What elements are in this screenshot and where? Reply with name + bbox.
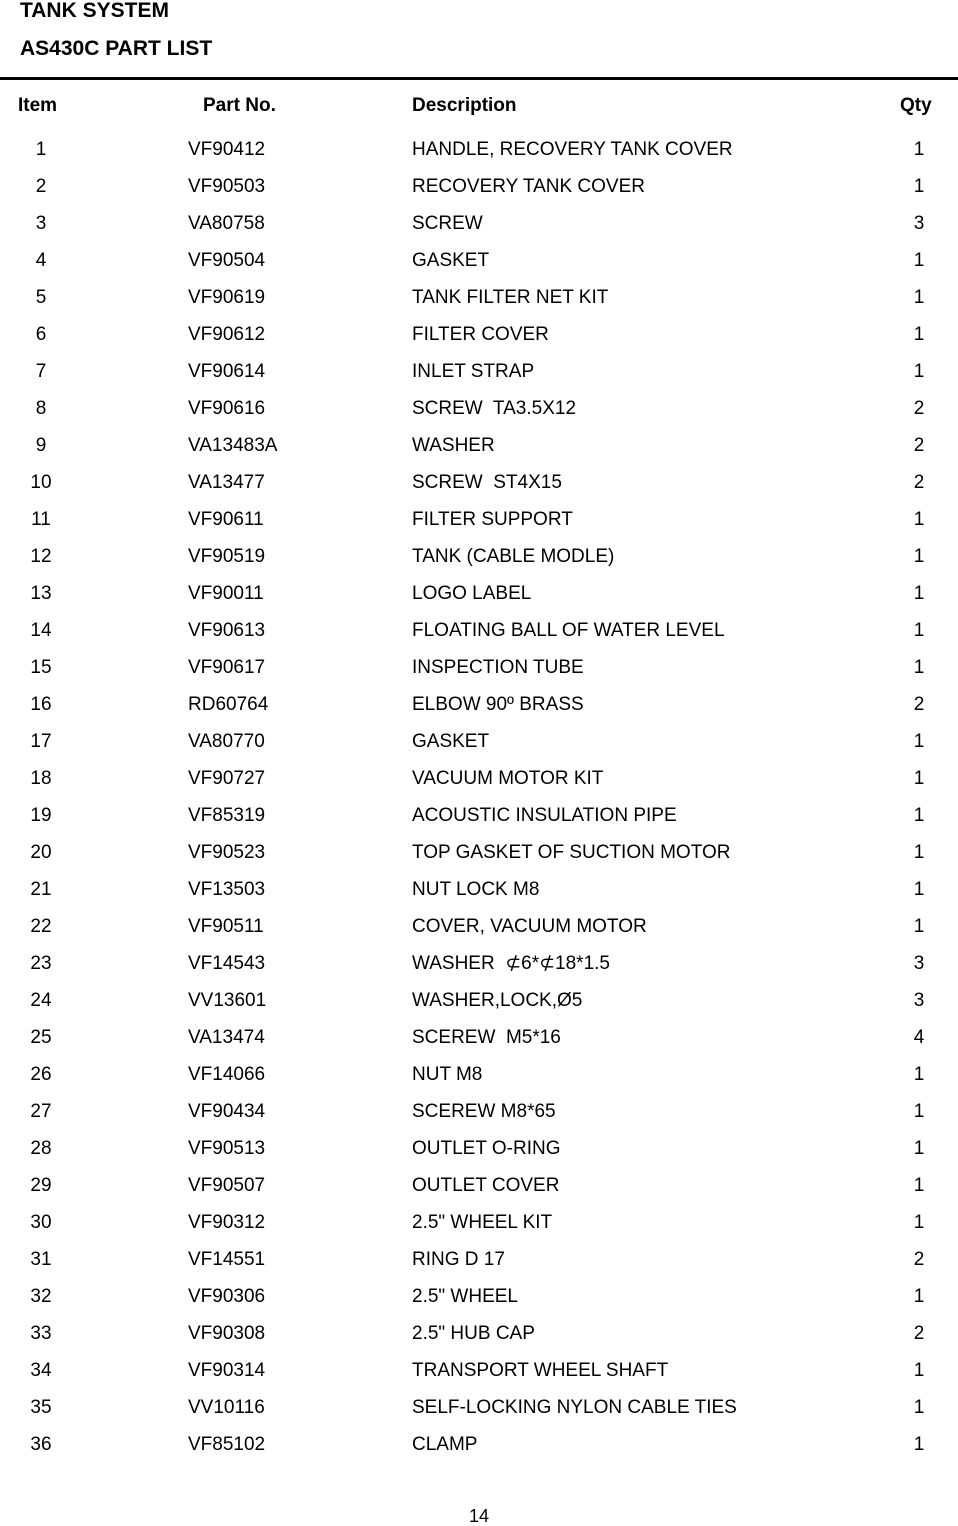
- item-number: 8: [35, 398, 47, 419]
- table-row: [0, 878, 958, 915]
- part-description: RECOVERY TANK COVER: [412, 176, 645, 197]
- part-description: SELF-LOCKING NYLON CABLE TIES: [412, 1397, 737, 1418]
- table-row: [0, 1359, 958, 1396]
- table-row: [0, 1026, 958, 1063]
- part-description: CLAMP: [412, 1434, 478, 1455]
- part-number: VF13503: [188, 879, 266, 900]
- part-number: VF90523: [188, 842, 266, 863]
- part-number: VF90513: [188, 1138, 266, 1159]
- quantity: 2: [913, 435, 925, 456]
- item-number: 10: [30, 472, 52, 493]
- item-number: 34: [30, 1360, 52, 1381]
- part-description: WASHER ⊄6*⊄18*1.5: [412, 953, 610, 974]
- item-number: 35: [30, 1397, 52, 1418]
- part-number: VF90308: [188, 1323, 266, 1344]
- part-description: LOGO LABEL: [412, 583, 532, 604]
- quantity: 2: [913, 1323, 925, 1344]
- table-row: [0, 656, 958, 693]
- header-divider: [0, 77, 958, 80]
- part-number: VV10116: [188, 1397, 265, 1418]
- part-number: VV13601: [188, 990, 267, 1011]
- part-number: VF90507: [188, 1175, 266, 1196]
- section-title: TANK SYSTEM: [20, 0, 169, 22]
- table-row: [0, 693, 958, 730]
- part-number: VF90306: [188, 1286, 266, 1307]
- item-number: 36: [30, 1434, 52, 1455]
- item-number: 9: [35, 435, 47, 456]
- part-description: INLET STRAP: [412, 361, 535, 382]
- item-number: 21: [30, 879, 52, 900]
- quantity: 2: [913, 398, 925, 419]
- part-description: FILTER COVER: [412, 324, 549, 345]
- part-number: VA13474: [188, 1027, 265, 1048]
- table-row: [0, 1211, 958, 1248]
- part-description: TANK FILTER NET KIT: [412, 287, 609, 308]
- table-row: [0, 471, 958, 508]
- quantity: 1: [913, 546, 925, 567]
- table-row: [0, 989, 958, 1026]
- item-number: 2: [35, 176, 47, 197]
- table-row: [0, 1100, 958, 1137]
- part-description: HANDLE, RECOVERY TANK COVER: [412, 139, 733, 160]
- item-number: 14: [30, 620, 52, 641]
- part-description: FLOATING BALL OF WATER LEVEL: [412, 620, 725, 641]
- part-number: VA80758: [188, 213, 265, 234]
- part-description: FILTER SUPPORT: [412, 509, 573, 530]
- quantity: 1: [913, 731, 925, 752]
- part-description: RING D 17: [412, 1249, 505, 1270]
- table-row: [0, 249, 958, 286]
- part-description: VACUUM MOTOR KIT: [412, 768, 604, 789]
- quantity: 3: [913, 990, 925, 1011]
- quantity: 1: [913, 1286, 925, 1307]
- table-row: [0, 1396, 958, 1433]
- item-number: 15: [30, 657, 52, 678]
- part-description: ELBOW 90º BRASS: [412, 694, 584, 715]
- column-header-part-no: Part No.: [203, 95, 276, 116]
- item-number: 33: [30, 1323, 52, 1344]
- table-row: [0, 212, 958, 249]
- quantity: 1: [913, 1360, 925, 1381]
- item-number: 30: [30, 1212, 52, 1233]
- part-description: TOP GASKET OF SUCTION MOTOR: [412, 842, 731, 863]
- quantity: 1: [913, 805, 925, 826]
- quantity: 1: [913, 657, 925, 678]
- quantity: 1: [913, 324, 925, 345]
- item-number: 32: [30, 1286, 52, 1307]
- part-description: OUTLET O-RING: [412, 1138, 561, 1159]
- quantity: 3: [913, 213, 925, 234]
- quantity: 1: [913, 509, 925, 530]
- item-number: 31: [30, 1249, 52, 1270]
- part-number: VF90011: [188, 583, 264, 604]
- page-title: AS430C PART LIST: [20, 37, 213, 60]
- item-number: 1: [35, 139, 47, 160]
- table-row: [0, 545, 958, 582]
- table-row: [0, 360, 958, 397]
- quantity: 1: [913, 1175, 925, 1196]
- quantity: 1: [913, 620, 925, 641]
- quantity: 2: [913, 472, 925, 493]
- part-description: NUT M8: [412, 1064, 483, 1085]
- table-row: [0, 323, 958, 360]
- quantity: 1: [913, 176, 925, 197]
- part-description: 2.5" WHEEL KIT: [412, 1212, 553, 1233]
- table-row: [0, 286, 958, 323]
- table-row: [0, 1174, 958, 1211]
- part-number: VF90412: [188, 139, 266, 160]
- item-number: 28: [30, 1138, 52, 1159]
- table-row: [0, 804, 958, 841]
- table-row: [0, 1285, 958, 1322]
- table-row: [0, 767, 958, 804]
- part-description: COVER, VACUUM MOTOR: [412, 916, 647, 937]
- part-description: SCREW: [412, 213, 483, 234]
- item-number: 5: [35, 287, 47, 308]
- item-number: 22: [30, 916, 52, 937]
- part-description: 2.5" WHEEL: [412, 1286, 519, 1307]
- column-header-description: Description: [412, 95, 517, 116]
- column-header-item: Item: [18, 95, 58, 116]
- table-row: [0, 582, 958, 619]
- item-number: 23: [30, 953, 52, 974]
- part-number: VF90314: [188, 1360, 266, 1381]
- quantity: 1: [913, 287, 925, 308]
- table-row: [0, 138, 958, 175]
- part-number: VF90611: [188, 509, 264, 530]
- part-number: VA13477: [188, 472, 265, 493]
- table-row: [0, 952, 958, 989]
- item-number: 12: [30, 546, 52, 567]
- table-row: [0, 1137, 958, 1174]
- part-number: VF90504: [188, 250, 266, 271]
- part-description: TRANSPORT WHEEL SHAFT: [412, 1360, 669, 1381]
- table-row: [0, 508, 958, 545]
- part-number: VF90519: [188, 546, 266, 567]
- quantity: 1: [913, 1397, 925, 1418]
- part-number: VF90511: [188, 916, 264, 937]
- quantity: 1: [913, 361, 925, 382]
- quantity: 1: [913, 1101, 925, 1122]
- item-number: 3: [35, 213, 47, 234]
- quantity: 1: [913, 1434, 925, 1455]
- part-number: VF90614: [188, 361, 266, 382]
- item-number: 11: [31, 509, 51, 530]
- part-description: OUTLET COVER: [412, 1175, 560, 1196]
- part-description: NUT LOCK M8: [412, 879, 540, 900]
- item-number: 16: [30, 694, 52, 715]
- part-description: WASHER,LOCK,Ø5: [412, 990, 583, 1011]
- part-number: VF90503: [188, 176, 266, 197]
- part-number: VF90434: [188, 1101, 266, 1122]
- item-number: 6: [35, 324, 47, 345]
- part-number: VF14066: [188, 1064, 266, 1085]
- item-number: 18: [30, 768, 52, 789]
- page-number: 14: [468, 1506, 490, 1526]
- quantity: 1: [913, 879, 925, 900]
- part-number: VF90613: [188, 620, 266, 641]
- part-description: SCREW ST4X15: [412, 472, 562, 493]
- part-number: VF14543: [188, 953, 266, 974]
- quantity: 1: [913, 583, 925, 604]
- part-description: ACOUSTIC INSULATION PIPE: [412, 805, 677, 826]
- table-row: [0, 434, 958, 471]
- part-description: GASKET: [412, 731, 490, 752]
- quantity: 2: [913, 694, 925, 715]
- table-row: [0, 1063, 958, 1100]
- item-number: 27: [30, 1101, 52, 1122]
- part-number: VA80770: [188, 731, 265, 752]
- part-number: VF85319: [188, 805, 266, 826]
- part-number: VA13483A: [188, 435, 278, 456]
- table-row: [0, 1322, 958, 1359]
- part-number: VF90312: [188, 1212, 266, 1233]
- quantity: 1: [913, 139, 925, 160]
- quantity: 1: [913, 768, 925, 789]
- quantity: 1: [913, 916, 925, 937]
- part-number: VF90727: [188, 768, 266, 789]
- part-description: GASKET: [412, 250, 490, 271]
- quantity: 2: [913, 1249, 925, 1270]
- item-number: 24: [30, 990, 52, 1011]
- item-number: 29: [30, 1175, 52, 1196]
- table-row: [0, 175, 958, 212]
- part-number: VF85102: [188, 1434, 266, 1455]
- part-description: SCEREW M8*65: [412, 1101, 556, 1122]
- part-number: VF14551: [188, 1249, 266, 1270]
- part-description: TANK (CABLE MODLE): [412, 546, 615, 567]
- part-description: INSPECTION TUBE: [412, 657, 584, 678]
- table-row: [0, 397, 958, 434]
- quantity: 1: [913, 1212, 925, 1233]
- part-number: RD60764: [188, 694, 269, 715]
- part-number: VF90612: [188, 324, 266, 345]
- part-number: VF90619: [188, 287, 266, 308]
- item-number: 25: [30, 1027, 52, 1048]
- quantity: 1: [913, 250, 925, 271]
- item-number: 26: [30, 1064, 52, 1085]
- quantity: 4: [913, 1027, 925, 1048]
- table-row: [0, 1433, 958, 1470]
- part-number: VF90617: [188, 657, 266, 678]
- part-number: VF90616: [188, 398, 266, 419]
- part-description: SCEREW M5*16: [412, 1027, 561, 1048]
- part-description: WASHER: [412, 435, 495, 456]
- item-number: 7: [35, 361, 47, 382]
- column-header-qty: Qty: [900, 95, 932, 116]
- quantity: 1: [913, 1064, 925, 1085]
- table-row: [0, 730, 958, 767]
- table-row: [0, 841, 958, 878]
- parts-table: [0, 138, 958, 1470]
- item-number: 4: [35, 250, 47, 271]
- part-description: SCREW TA3.5X12: [412, 398, 577, 419]
- item-number: 17: [30, 731, 52, 752]
- item-number: 13: [30, 583, 52, 604]
- table-row: [0, 1248, 958, 1285]
- table-row: [0, 915, 958, 952]
- quantity: 3: [913, 953, 925, 974]
- item-number: 19: [30, 805, 52, 826]
- table-row: [0, 619, 958, 656]
- quantity: 1: [913, 1138, 925, 1159]
- item-number: 20: [30, 842, 52, 863]
- part-description: 2.5" HUB CAP: [412, 1323, 535, 1344]
- quantity: 1: [913, 842, 925, 863]
